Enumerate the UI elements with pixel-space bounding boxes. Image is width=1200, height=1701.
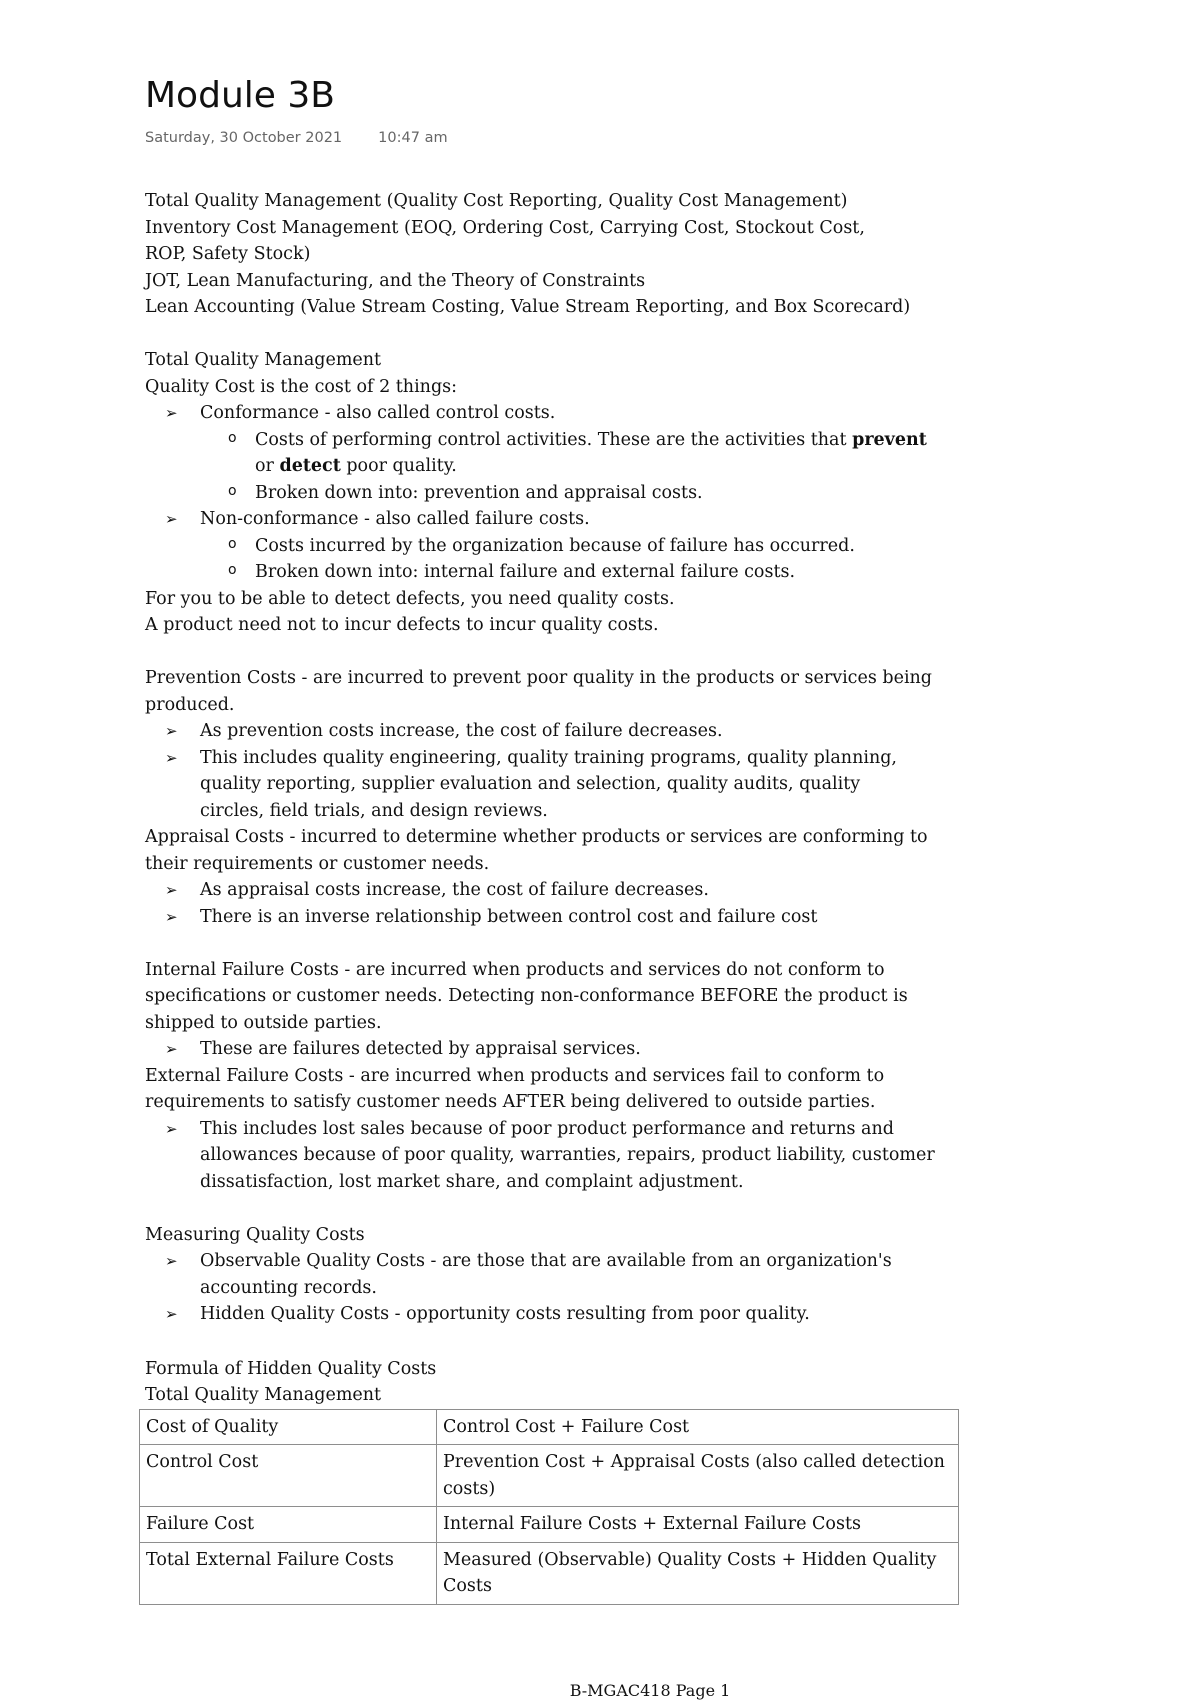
list-item: ➢ These are failures detected by appraisal services. [145, 1036, 965, 1063]
list-item-conformance [145, 400, 965, 506]
list-item: ➢ There is an inverse relationship between control cost and failure cost [145, 904, 965, 931]
conformance-detail-end: poor quality. [340, 456, 457, 476]
intro-line-1: Total Quality Management (Quality Cost Reporting, Quality Cost Management) [145, 191, 848, 211]
product-defects-line: A product need not to incur defects to incur quality costs. [145, 615, 659, 635]
table-cell-value: Prevention Cost + Appraisal Costs (also called detection costs) [437, 1445, 959, 1507]
quality-cost-definition: Quality Cost is the cost of 2 things: [145, 376, 458, 397]
intro-line-3: JOT, Lean Manufacturing, and the Theory of Constraints [145, 270, 646, 291]
note-body [145, 188, 965, 1605]
table-cell-label: Cost of Quality [140, 1409, 437, 1445]
note-page [145, 72, 965, 1605]
page-number: B-MGAC418 Page 1 [569, 1681, 731, 1700]
internal-failure-list [145, 1036, 965, 1063]
list-item: ➢ This includes quality engineering, quality training programs, quality planning, quality reporting, supplier evaluation and selection, quality audits, quality circles, field trials, and design reviews. [145, 745, 965, 825]
sublist-item [200, 427, 965, 480]
conformance-detail-or: or [255, 456, 280, 476]
intro-line-4: Lean Accounting (Value Stream Costing, Value Stream Reporting, and Box Scorecard) [145, 297, 911, 317]
conformance-sublist [200, 427, 965, 507]
list-item: ➢ Hidden Quality Costs - opportunity costs resulting from poor quality. [145, 1301, 965, 1328]
table-row [140, 1409, 959, 1445]
conformance-detail-text: Costs of performing control activities. These are the activities that [255, 429, 853, 450]
appraisal-costs-text: Appraisal Costs - incurred to determine whether products or services are conforming to their requirements or customer needs. [145, 827, 928, 874]
formula-heading: Formula of Hidden Quality Costs [145, 1358, 437, 1379]
table-row [140, 1445, 959, 1507]
note-metadata [145, 128, 965, 148]
table-cell-value: Measured (Observable) Quality Costs + Hidden Quality Costs [437, 1542, 959, 1604]
table-row [140, 1542, 959, 1604]
measuring-list [145, 1248, 965, 1328]
sublist-item: o Costs incurred by the organization because of failure has occurred. [200, 533, 965, 560]
table-cell-label: Failure Cost [140, 1507, 437, 1543]
table-cell-value: Internal Failure Costs + External Failure Costs [437, 1507, 959, 1543]
tqm-heading: Total Quality Management [145, 350, 382, 370]
appraisal-list [145, 877, 965, 930]
prevention-list [145, 718, 965, 824]
prevent-emphasis: prevent [852, 429, 927, 450]
quality-cost-list [145, 400, 965, 586]
table-row [140, 1507, 959, 1543]
page-footer [0, 1680, 1200, 1701]
page-title: Module 3B [145, 75, 335, 116]
nonconformance-sublist [200, 533, 965, 586]
note-date: Saturday, 30 October 2021 [145, 130, 343, 146]
sublist-item: o Broken down into: prevention and appraisal costs. [200, 480, 965, 507]
note-time: 10:47 am [378, 130, 448, 146]
conformance-text: Conformance - also called control costs. [200, 403, 556, 423]
list-item: ➢ This includes lost sales because of poor product performance and returns and allowances because of poor quality, warranties, repairs, product liability, customer dissatisfaction, lost market share, and complaint adjustment. [145, 1116, 965, 1196]
list-item: ➢ As appraisal costs increase, the cost of failure decreases. [145, 877, 965, 904]
detect-defects-line: For you to be able to detect defects, you need quality costs. [145, 588, 675, 609]
formula-table [139, 1409, 959, 1605]
internal-failure-text: Internal Failure Costs - are incurred when products and services do not conform to specifications or customer needs. Detecting non-conformance BEFORE the product is shipped to outside parties. [145, 959, 908, 1033]
table-cell-label: Total External Failure Costs [140, 1542, 437, 1604]
external-failure-text: External Failure Costs - are incurred when products and services fail to conform to requirements to satisfy customer needs AFTER being delivered to outside parties. [145, 1065, 885, 1112]
table-cell-value: Control Cost + Failure Cost [437, 1409, 959, 1445]
formula-subheading: Total Quality Management [145, 1385, 382, 1405]
nonconformance-text: Non-conformance - also called failure costs. [200, 509, 590, 529]
prevention-costs-text: Prevention Costs - are incurred to prevent poor quality in the products or services being produced. [145, 668, 933, 715]
list-item: ➢ Observable Quality Costs - are those that are available from an organization's accounting records. [145, 1248, 965, 1301]
intro-line-2: Inventory Cost Management (EOQ, Ordering Cost, Carrying Cost, Stockout Cost, ROP, Safety Stock) [145, 217, 865, 264]
detect-emphasis: detect [279, 456, 341, 476]
external-failure-list [145, 1116, 965, 1196]
list-item-nonconformance [145, 506, 965, 586]
sublist-item: o Broken down into: internal failure and external failure costs. [200, 559, 965, 586]
list-item: ➢ As prevention costs increase, the cost of failure decreases. [145, 718, 965, 745]
measuring-heading: Measuring Quality Costs [145, 1224, 365, 1245]
table-cell-label: Control Cost [140, 1445, 437, 1507]
